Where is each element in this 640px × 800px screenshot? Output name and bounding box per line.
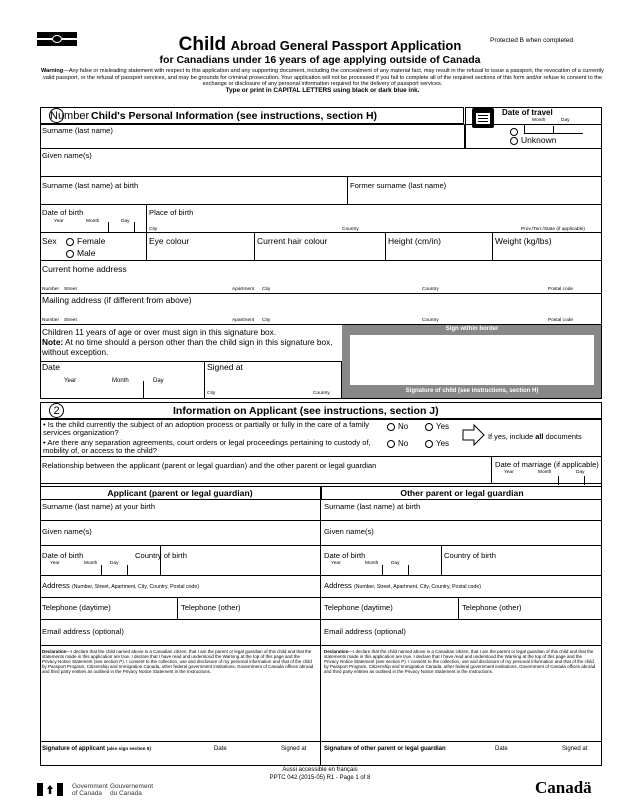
applicant-tel-other-field[interactable]: Telephone (other) [178,598,321,620]
canada-wordmark: Canadä [535,778,592,797]
q2-no-option[interactable]: No [387,439,408,448]
hair-colour-field[interactable]: Current hair colour [255,233,386,261]
applicant-dob-field[interactable]: Date of birth Year Month Day [40,546,161,576]
applicant-country-of-birth-field[interactable]: Country of birth [161,546,321,576]
child-signature-box[interactable] [342,325,602,399]
q1-yes-option[interactable]: Yes [425,422,449,431]
sign-within-border-label: Sign within border [445,326,499,332]
title-child: Child [178,34,227,55]
other-dob-field[interactable]: Date of birth Year Month Day [321,546,442,576]
other-declaration: Declaration—I declare that the child named above is a Canadian citizen, that I am the parent or legal guardian of this child and that the statements made in this application are true. I declare that I have read and understood the Warning at the top of this page and the Privacy Notice Statement (see section P). I consent to the collection, use and disclosure of my personal information and that of the child by Passport Program, Citizenship and Immigration Canada, other federal government institutions, Government of Canada offices abroad and third party entities as outlined in the Privacy Notice Statement in the Instructions. [321,646,602,742]
warning-body: —Any false or misleading statement with respect to this application and any supporting document, including the concealment of any material fact, may result in the refusal to issue a passport, the revocation of a currently valid passport, or the refusal of passport services, and may be grounds for criminal prosecution. Your application will not be processed if you fail to complete all of the required sections of this form and/or refuse to consent to the exchange or disclosure of any personal information required for the delivery of passport services. [42,68,604,88]
child-sign-date-field[interactable]: Date Year Month Day [40,361,205,399]
given-names-field[interactable]: Given name(s) [40,149,602,177]
canada-flag-icon [37,783,63,796]
applicant-surname-field[interactable]: Surname (last name) at your birth [40,500,321,521]
applicant-signature-line[interactable]: Signature of applicant (also sign section 5) Date Signed at [40,742,321,766]
applicant-declaration: Declaration—I declare that the child named above is a Canadian citizen, that I am the parent or legal guardian of this child and that the statements made in this application are true. I declare that I have read and understood the Warning at the top of this page and the Privacy Notice Statement (see section P). I consent to the collection, use and disclosure of my personal information and that of the child by Passport Program, Citizenship and Immigration Canada, other federal government institutions, Government of Canada offices abroad and third party entities as outlined in the Privacy Notice Statement in the Instructions. [40,646,321,742]
section1-title: Child's Personal Information (see instructions, section H) [91,110,378,122]
male-option[interactable]: Male [66,248,95,258]
section1-number: Number [50,110,90,122]
section2-number: 2 [49,403,64,418]
relationship-field[interactable]: Relationship between the applicant (parent or legal guardian) and the other parent or legal guardian [40,456,492,484]
applicant-given-names-field[interactable]: Given name(s) [40,521,321,546]
eye-colour-field[interactable]: Eye colour [147,233,255,261]
form-subtitle: for Canadians under 16 years of age applying outside of Canada [159,54,481,66]
applicant-email-field[interactable]: Email address (optional) [40,620,321,646]
weight-field[interactable]: Weight (kg/lbs) [493,233,602,261]
child-dob-field[interactable]: Date of birth Year Month Day [40,205,147,233]
question-custody: • Are there any separation agreements, court orders or legal proceedings pertaining to custody of, mobility of, or access to the child? [43,438,371,456]
child-signed-at-field[interactable]: Signed at City Country [205,361,342,399]
section2-header [40,402,602,419]
other-country-of-birth-field[interactable]: Country of birth [442,546,602,576]
sex-field[interactable]: Sex Female Male [40,233,147,261]
question-adoption: • Is the child currently the subject of an adoption process or partially or fully in the care of a family services organization? [43,420,369,438]
other-tel-day-field[interactable]: Telephone (daytime) [321,598,459,620]
arrow-icon [462,423,486,447]
height-field[interactable]: Height (cm/in) [386,233,493,261]
other-surname-field[interactable]: Surname (last name) at birth [321,500,602,521]
applicant-tel-day-field[interactable]: Telephone (daytime) [40,598,178,620]
other-email-field[interactable]: Email address (optional) [321,620,602,646]
female-option[interactable]: Female [66,236,105,246]
ink-instruction: Type or print in CAPITAL LETTERS using black or dark blue ink. [225,86,420,94]
gov-fr: Gouvernement du Canada [110,783,153,797]
section1-header [40,107,464,124]
former-surname-field[interactable]: Former surname (last name) [348,177,602,205]
travel-month-label: Month [532,118,546,123]
gov-en: Government of Canada [72,783,108,797]
protected-label: Protected B when completed [490,37,574,44]
travel-day-label: Day [561,118,570,123]
q2-yes-option[interactable]: Yes [425,439,449,448]
place-of-birth-field[interactable]: Place of birth City Country Prov./Terr./State (if applicable) [147,205,602,233]
applicant-heading: Applicant (parent or legal guardian) [40,486,321,500]
warning-label: Warning [41,68,64,74]
other-address-field[interactable]: Address (Number, Street, Apartment, City, Country, Postal code) [321,576,602,598]
unknown-label: Unknown [521,135,557,145]
other-given-names-field[interactable]: Given name(s) [321,521,602,546]
other-parent-heading: Other parent or legal guardian [321,486,602,500]
french-availability: Aussi accessible en français [282,767,358,773]
surname-field[interactable]: Surname (last name) [40,124,465,149]
mailing-address-field[interactable]: Mailing address (if different from above) Number Street Apartment City Country Postal code [40,294,602,325]
surname-at-birth-field[interactable]: Surname (last name) at birth [40,177,348,205]
form-id: PPTC 042 (2015-05) R1 - Page 1 of 8 [269,775,371,781]
title-rest: Abroad General Passport Application [230,38,462,53]
applicant-address-field[interactable]: Address (Number, Street, Apartment, City, Country, Postal code) [40,576,321,598]
home-address-field[interactable]: Current home address Number Street Apartment City Country Postal code [40,261,602,294]
other-signature-line[interactable]: Signature of other parent or legal guardian Date Signed at [324,746,588,752]
if-yes-note: If yes, include all documents [488,432,582,441]
date-of-travel-label: Date of travel [502,108,553,117]
signature-of-child-label: Signature of child (see instructions, section H) [405,388,539,394]
warning-text [40,68,605,94]
signature-instructions: Children 11 years of age or over must sign in this signature box. Note: At no time should a person other than the child sign in this signature box, without exception. [42,327,333,357]
other-tel-other-field[interactable]: Telephone (other) [459,598,602,620]
form-title [0,34,640,56]
q1-no-option[interactable]: No [387,422,408,431]
section2-title: Information on Applicant (see instructions, section J) [173,405,439,417]
date-of-marriage-field[interactable]: Date of marriage (if applicable) Year Month Day [492,456,602,484]
